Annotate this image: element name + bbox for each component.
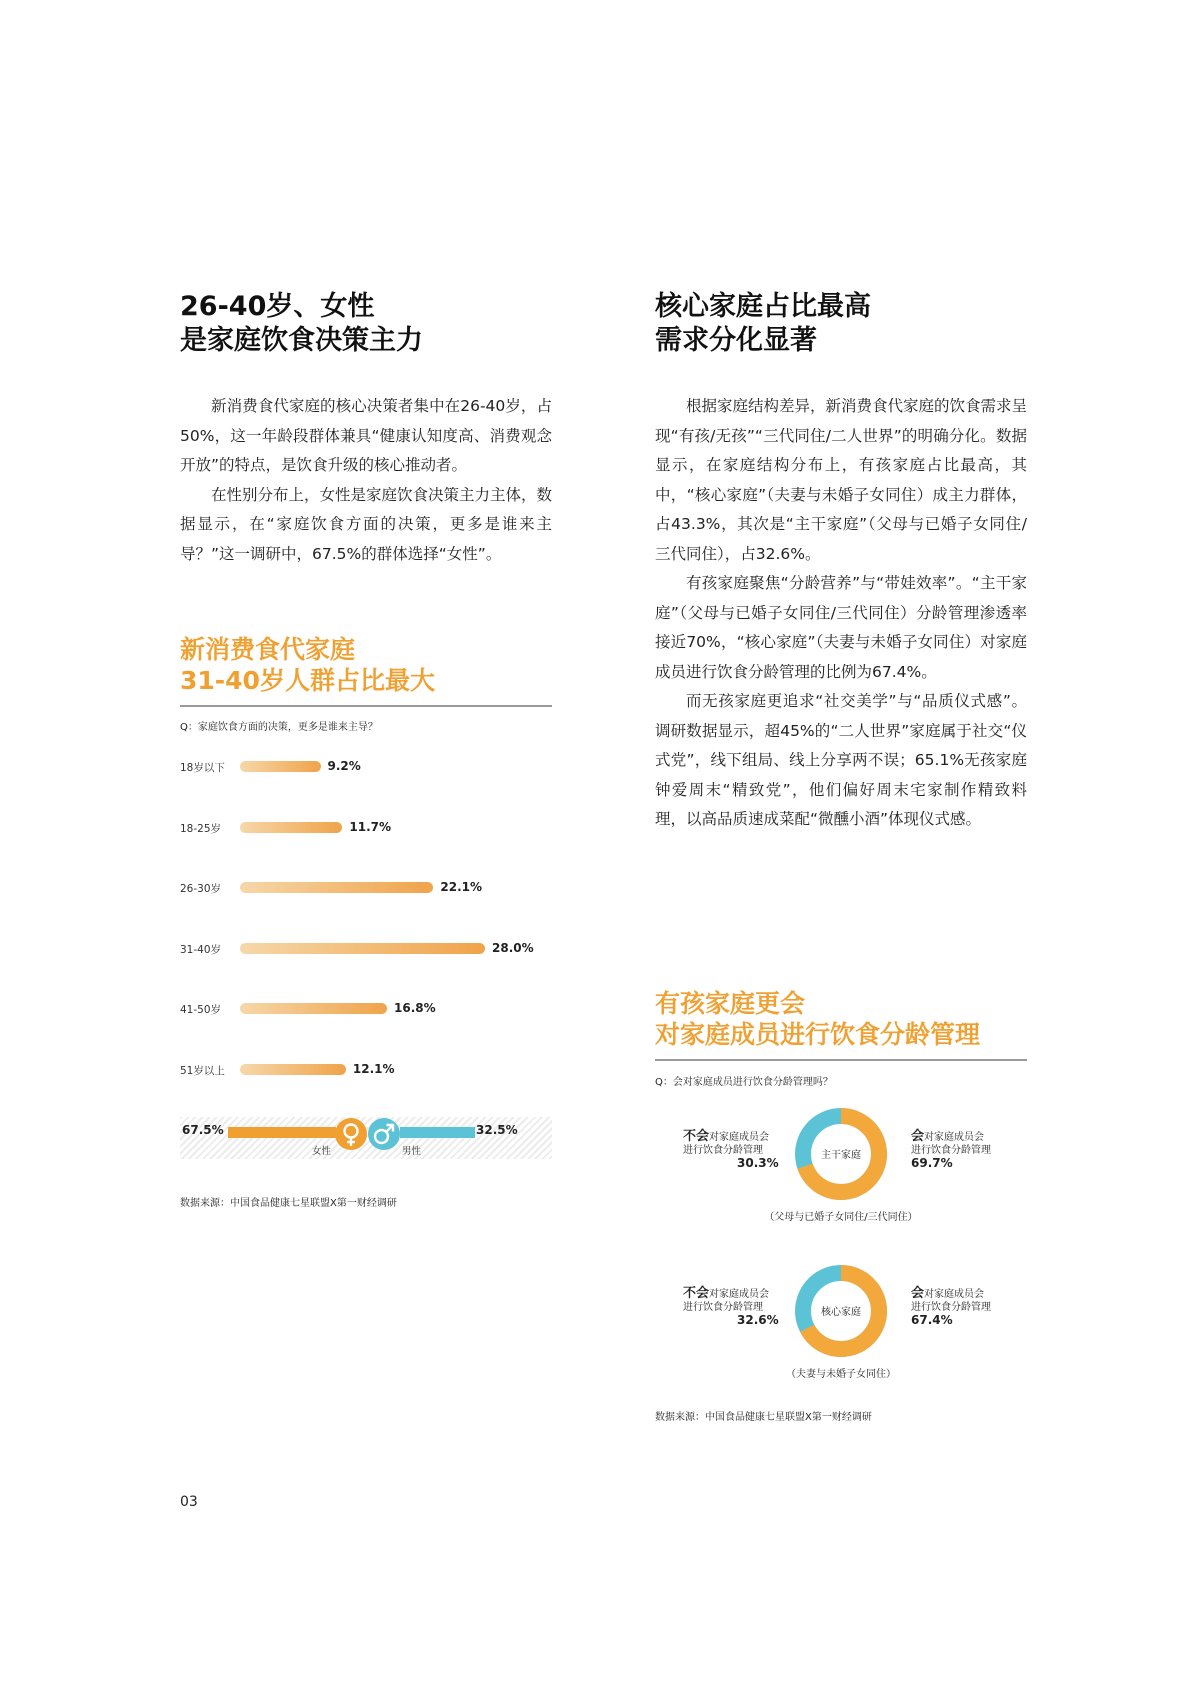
age-mgmt-question: Q：会对家庭成员进行饮食分龄管理吗？ [655,1077,833,1088]
donut1-center-label: 主干家庭 [821,1150,861,1161]
age-bar-label: 26-30岁 [180,883,222,895]
donut1-yes-rest2: 进行饮食分龄管理 [911,1145,991,1156]
age-bar-value: 22.1% [440,880,483,894]
donut2-no-text [683,1287,783,1328]
female-symbol-icon [335,1118,367,1150]
gender-split-chart [180,1117,552,1159]
left-heading-line2: 是家庭饮食决策主力 [180,325,423,356]
age-chart-title-line1: 新消费食代家庭 [180,635,356,664]
right-body-text [655,392,1027,835]
donut1-no-rest2: 进行饮食分龄管理 [683,1145,763,1156]
age-bar-label: 18岁以下 [180,762,225,774]
male-label: 男性 [402,1146,422,1157]
female-percentage: 67.5% [182,1123,224,1137]
age-bar-value: 16.8% [394,1001,436,1015]
age-bar [240,1003,387,1014]
right-data-source: 数据来源：中国食品健康七星联盟X第一财经调研 [655,1412,872,1423]
left-heading-line1: 26-40岁、女性 [180,291,375,322]
donut1-yes-rest1: 对家庭成员会 [924,1132,985,1143]
male-symbol-icon [368,1118,400,1150]
age-bar [240,761,321,772]
left-data-source: 数据来源：中国食品健康七星联盟X第一财经调研 [180,1198,397,1209]
left-body-text [180,392,552,569]
donut2-center-label: 核心家庭 [821,1307,861,1318]
age-chart-title-line2: 31-40岁人群占比最大 [180,666,435,695]
age-bar [240,943,485,954]
left-paragraph-1: 新消费食代家庭的核心决策者集中在26-40岁，占50%，这一年龄段群体兼具“健康认知度高、消费观念开放”的特点，是饮食升级的核心推动者。 [180,397,552,474]
donut2-no-word: 不会 [683,1286,710,1301]
right-paragraph-2: 有孩家庭聚焦“分龄营养”与“带娃效率”。“主干家庭”（父母与已婚子女同住/三代同住）分龄管理渗透率接近70%，“核心家庭”（夫妻与未婚子女同住）对家庭成员进行饮食分龄管理的比例为67.4%。 [655,574,1027,681]
age-bar-chart [180,750,560,1090]
donut1-no-text [683,1130,783,1171]
donut2-yes-rest2: 进行饮食分龄管理 [911,1302,991,1313]
donut-chart-stem-family [655,1100,1027,1223]
age-chart-title [180,634,435,696]
age-bar [240,1064,346,1075]
age-bar [240,822,342,833]
age-bar-value: 12.1% [352,1061,395,1076]
donut2-note: （夫妻与未婚子女同住） [786,1369,896,1380]
donut1-yes-pct: 69.7% [911,1156,953,1170]
right-heading-line1: 核心家庭占比最高 [655,291,871,322]
age-bar-value: 9.2% [327,759,361,773]
donut1-no-pct: 30.3% [737,1156,779,1170]
donut2-yes-text [911,1287,1011,1328]
male-percentage: 32.5% [476,1123,518,1137]
donut1-no-word: 不会 [683,1129,710,1144]
donut2-yes-rest1: 对家庭成员会 [924,1289,985,1300]
donut2-yes-pct: 67.4% [911,1313,953,1327]
age-mgmt-chart-title [655,988,980,1050]
page-number: 03 [180,1494,198,1510]
right-heading [655,290,871,358]
donut2-no-rest1: 对家庭成员会 [709,1289,770,1300]
female-label: 女性 [312,1146,332,1157]
age-bar-value: 11.7% [349,819,392,834]
age-mgmt-chart-title-line2: 对家庭成员进行饮食分龄管理 [655,1020,981,1049]
age-chart-question: Q：家庭饮食方面的决策，更多是谁来主导？ [180,722,378,733]
age-bar-label: 31-40岁 [180,943,222,956]
donut1-no-rest1: 对家庭成员会 [709,1132,770,1143]
donut2-yes-word: 会 [911,1286,925,1301]
donut1-yes-word: 会 [911,1129,925,1144]
right-heading-line2: 需求分化显著 [655,325,817,356]
left-paragraph-2: 在性别分布上，女性是家庭饮食决策主力主体，数据显示，在“家庭饮食方面的决策，更多是谁来主导？”这一调研中，67.5%的群体选择“女性”。 [180,485,553,563]
donut2-no-rest2: 进行饮食分龄管理 [683,1302,763,1313]
age-bar-value: 28.0% [492,940,534,955]
donut-chart-nuclear-family [655,1257,1027,1380]
age-bar [240,882,433,893]
age-bar-label: 18-25岁 [180,822,222,835]
age-chart-divider [180,705,552,707]
age-mgmt-chart-title-line1: 有孩家庭更会 [655,989,806,1018]
right-paragraph-1: 根据家庭结构差异，新消费食代家庭的饮食需求呈现“有孩/无孩”“三代同住/二人世界”的明确分化。数据显示，在家庭结构分布上，有孩家庭占比最高，其中，“核心家庭”（夫妻与未婚子女同住）成主力群体，占43.3%，其次是“主干家庭”（父母与已婚子女同住/三代同住），占32.6%。 [655,397,1028,563]
age-mgmt-chart-divider [655,1059,1027,1061]
donut2-no-pct: 32.6% [737,1313,779,1327]
left-heading [180,290,423,358]
age-bar-label: 41-50岁 [180,1004,222,1016]
male-share-bar [400,1127,475,1138]
donut1-note: （父母与已婚子女同住/三代同住） [764,1212,918,1223]
female-share-bar [228,1127,336,1138]
age-bar-label: 51岁以上 [180,1064,225,1077]
donut1-yes-text [911,1130,1011,1171]
right-paragraph-3: 而无孩家庭更追求“社交美学”与“品质仪式感”。调研数据显示，超45%的“二人世界”家庭属于社交“仪式党”，线下组局、线上分享两不误；65.1%无孩家庭钟爱周末“精致党”，他们偏好周末宅家制作精致料理，以高品质速成菜配“微醺小酒”体现仪式感。 [655,692,1027,828]
